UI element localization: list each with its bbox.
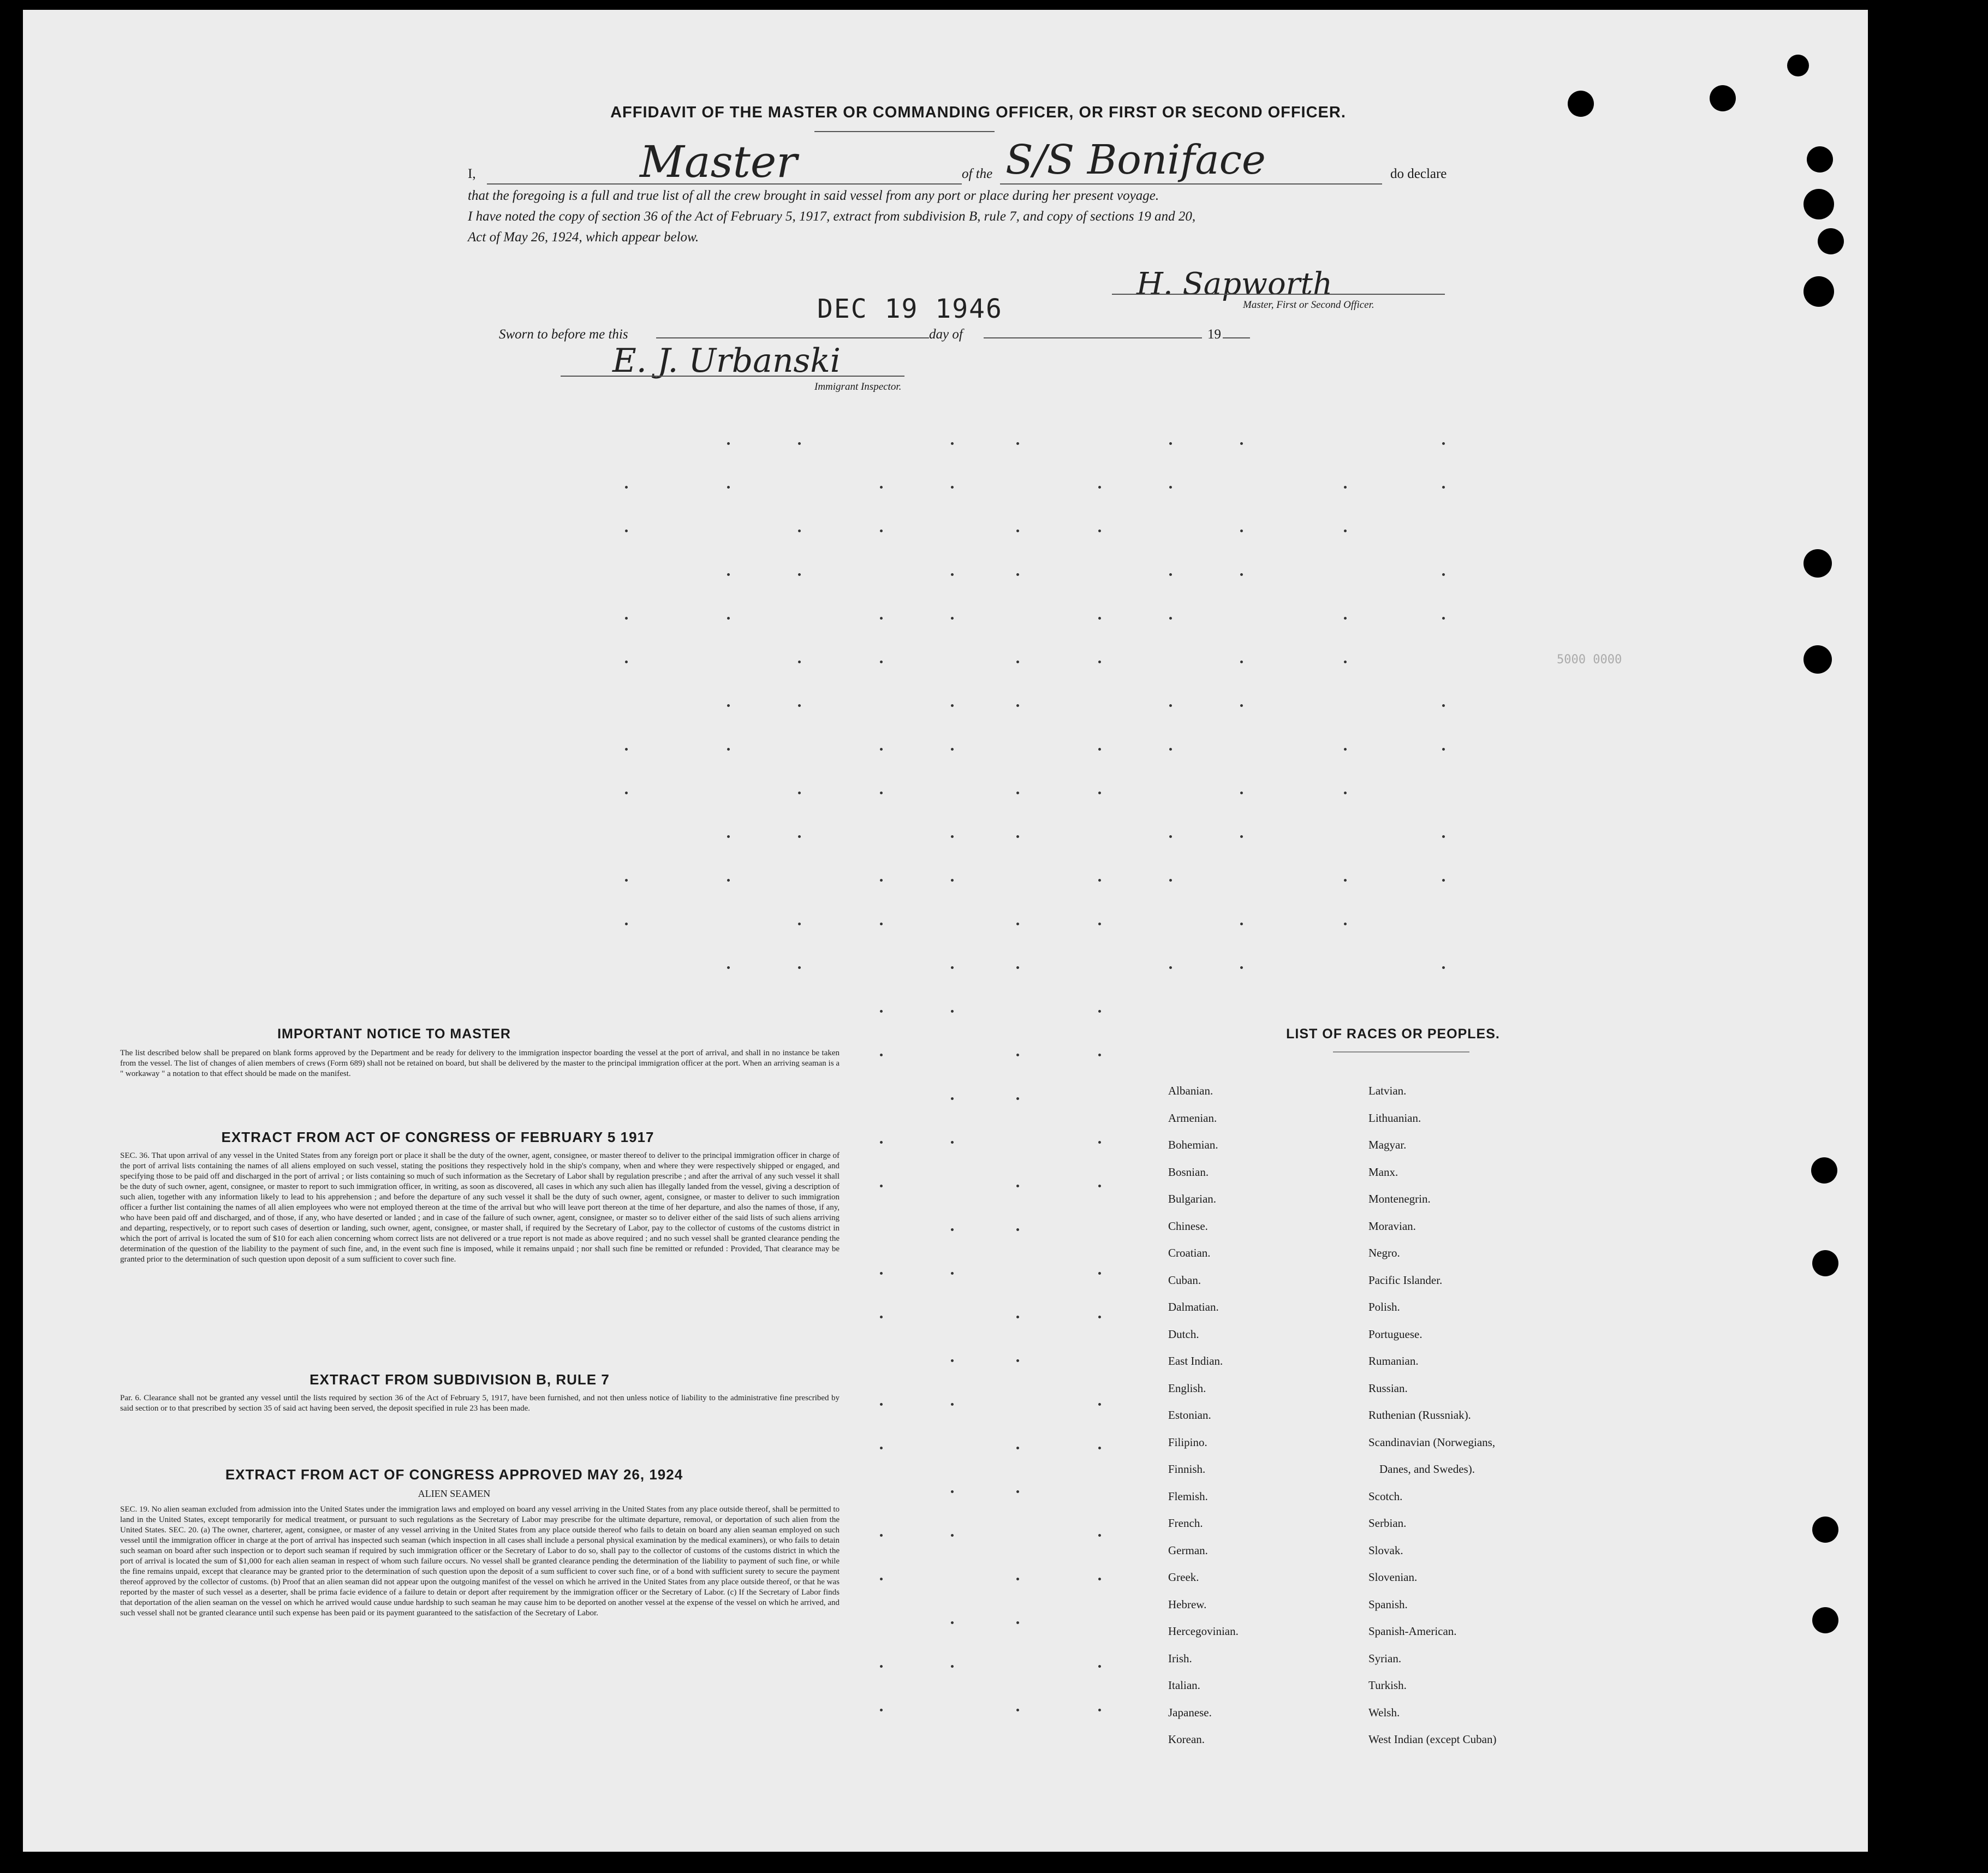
guide-dot	[798, 530, 801, 532]
guide-dot	[1016, 1709, 1019, 1711]
guide-dot	[798, 661, 801, 663]
punch-hole	[1811, 1157, 1837, 1184]
guide-dot	[951, 1621, 954, 1624]
race-item: Filipino.	[1168, 1435, 1207, 1449]
guide-dot	[1098, 1709, 1101, 1711]
guide-dot	[1442, 966, 1445, 969]
guide-dot	[1442, 835, 1445, 838]
guide-dot	[951, 1490, 954, 1493]
sworn-day-line	[656, 337, 929, 338]
guide-dot	[880, 1054, 883, 1056]
guide-dot	[1240, 966, 1243, 969]
inspector-signature: E. J. Urbanski	[612, 342, 841, 380]
race-item: Ruthenian (Russniak).	[1368, 1408, 1471, 1422]
guide-dot	[625, 879, 628, 882]
alien-seamen-subheading: ALIEN SEAMEN	[418, 1488, 491, 1499]
race-item: Lithuanian.	[1368, 1111, 1421, 1125]
guide-dot	[1169, 486, 1172, 489]
guide-dot	[1016, 1054, 1019, 1056]
race-item: Pacific Islander.	[1368, 1273, 1443, 1287]
guide-dot	[880, 792, 883, 794]
guide-dot	[1344, 486, 1347, 489]
guide-dot	[1098, 1534, 1101, 1537]
race-item: Russian.	[1368, 1381, 1408, 1395]
declaration-lead: I,	[468, 167, 476, 181]
guide-dot	[951, 1272, 954, 1275]
guide-dot	[1016, 835, 1019, 838]
guide-dot	[1442, 879, 1445, 882]
guide-dot	[880, 1316, 883, 1318]
guide-dot	[880, 1185, 883, 1187]
guide-dot	[880, 748, 883, 751]
race-item: Albanian.	[1168, 1084, 1213, 1097]
race-item: Greek.	[1168, 1571, 1199, 1584]
guide-dot	[1344, 748, 1347, 751]
guide-dot	[880, 879, 883, 882]
race-item: Estonian.	[1168, 1408, 1211, 1422]
races-column-1	[1168, 1078, 1239, 1753]
race-item: Slovenian.	[1368, 1571, 1418, 1584]
guide-dot	[1016, 530, 1019, 532]
race-item: Korean.	[1168, 1733, 1205, 1746]
race-item: Spanish-American.	[1368, 1625, 1457, 1638]
punch-hole	[1804, 645, 1832, 674]
race-item: Manx.	[1368, 1165, 1398, 1179]
race-item: Bosnian.	[1168, 1165, 1209, 1179]
race-item: Finnish.	[1168, 1462, 1206, 1476]
race-item: Cuban.	[1168, 1273, 1201, 1287]
extract-1924-body: SEC. 19. No alien seaman excluded from admission into the United States under the immigration laws and employed on board any vessel arriving in the United States from any place outside thereof, shall be permitted to land in the United States, except temporarily for medical treatment, or pursuant to such regulations as the Secretary of Labor may prescribe for the ultimate departure, removal, or deportation of such alien from the United States. SEC. 20. (a) The owner, charterer, agent, consignee, or master of any vessel arriving in the United States from any place outside thereof who fails to detain on board any alien seaman employed on such vessel until the immigration officer in charge at the port of arrival has inspected such seaman (which inspection in all cases shall include a personal physical examination by the medical examiners), or who fails to detain such seaman on board after such inspection or to deport such seaman if required by such immigration officer or the Secretary of Labor to do so, shall pay to the collector of customs of the customs district in which the port of arrival is located the sum of $1,000 for each alien seaman in respect of whom such failure occurs. No vessel shall be granted clearance pending the determination of the liability to payment of such fine, or while the fine remains unpaid, except that clearance may be granted prior to the determination of such question upon the deposit of a sum sufficient to cover such fine, or of a bond with sufficient surety to secure the payment thereof approved by the collector of customs. (b) Proof that an alien seaman did not appear upon the outgoing manifest of the vessel on which he arrived in the United States from any place outside thereof, or that he was reported by the master of such vessel as a deserter, shall be prima facie evidence of a failure to detain or deport after requirement by the immigration officer or the Secretary of Labor. (c) If the Secretary of Labor finds that deportation of the alien seaman on the vessel on which he arrived would cause undue hardship to such seaman he may cause him to be deported on another vessel at the expense of the vessel on which he arrived, and such vessel shall not be granted clearance until such expense has been paid or its payment guaranteed to the satisfaction of the Secretary of Labor.	[120, 1505, 840, 1618]
guide-dot	[1344, 792, 1347, 794]
guide-dot	[1016, 1316, 1019, 1318]
guide-dot	[880, 1272, 883, 1275]
guide-dot	[727, 966, 730, 969]
guide-dot	[625, 748, 628, 751]
guide-dot	[880, 486, 883, 489]
race-item: Danes, and Swedes).	[1379, 1462, 1475, 1476]
title-rule	[814, 131, 995, 132]
race-item: English.	[1168, 1381, 1206, 1395]
notice-body: The list described below shall be prepared on blank forms approved by the Department and be ready for delivery to the immigration inspector boarding the vessel at the port of arrival, and shall in no instance be taken from the vessel. The list of changes of alien members of crews (Form 689) shall not be retained on board, but shall be delivered by the master to the principal immigration officer at the port. When an arriving seaman is a " workaway " a notation to that effect should be made on the manifest.	[120, 1049, 840, 1078]
punch-hole	[1818, 228, 1844, 254]
guide-dot	[727, 486, 730, 489]
races-column-2	[1368, 1078, 1496, 1753]
guide-dot	[1442, 486, 1445, 489]
punch-hole	[1804, 276, 1834, 307]
guide-dot	[1098, 1272, 1101, 1275]
guide-dot	[951, 1228, 954, 1231]
guide-dot	[727, 573, 730, 576]
race-item: Portuguese.	[1368, 1327, 1422, 1341]
declaration-line-2: I have noted the copy of section 36 of the Act of February 5, 1917, extract from subdivision B, rule 7, and copy of sections 19 and 20,	[468, 209, 1196, 224]
guide-dot	[951, 879, 954, 882]
guide-dot	[1098, 1578, 1101, 1580]
guide-dot	[1344, 617, 1347, 620]
do-declare-text: do declare	[1390, 167, 1447, 181]
guide-dot	[1016, 792, 1019, 794]
race-item: Latvian.	[1368, 1084, 1407, 1097]
guide-dot	[1016, 573, 1019, 576]
guide-dot	[1098, 879, 1101, 882]
guide-dot	[880, 923, 883, 925]
guide-dot	[1098, 923, 1101, 925]
guide-dot	[880, 661, 883, 663]
guide-dot	[880, 1709, 883, 1711]
guide-dot	[1442, 617, 1445, 620]
guide-dot	[798, 923, 801, 925]
guide-dot	[880, 530, 883, 532]
guide-dot	[1344, 923, 1347, 925]
guide-dot	[951, 1097, 954, 1100]
guide-dot	[951, 1010, 954, 1013]
race-item: Irish.	[1168, 1651, 1192, 1665]
guide-dot	[951, 1403, 954, 1406]
race-item: Spanish.	[1368, 1597, 1408, 1611]
sworn-month-line	[984, 337, 1202, 338]
punch-hole	[1812, 1607, 1838, 1633]
race-item: Armenian.	[1168, 1111, 1217, 1125]
punch-hole	[1812, 1250, 1838, 1276]
guide-dot	[727, 748, 730, 751]
guide-dot	[1240, 530, 1243, 532]
guide-dot	[625, 486, 628, 489]
guide-dot	[625, 792, 628, 794]
guide-dot	[1240, 573, 1243, 576]
guide-dot	[1098, 748, 1101, 751]
guide-dot	[951, 573, 954, 576]
guide-dot	[1169, 442, 1172, 445]
race-item: German.	[1168, 1543, 1208, 1557]
race-item: Dalmatian.	[1168, 1300, 1219, 1313]
document-page	[23, 10, 1868, 1852]
race-item: Magyar.	[1368, 1138, 1407, 1151]
guide-dot	[798, 835, 801, 838]
race-item: Croatian.	[1168, 1246, 1211, 1259]
guide-dot	[1016, 1097, 1019, 1100]
race-item: Bulgarian.	[1168, 1192, 1217, 1205]
race-item: Slovak.	[1368, 1543, 1403, 1557]
guide-dot	[1098, 792, 1101, 794]
guide-dot	[1442, 573, 1445, 576]
guide-dot	[1016, 1490, 1019, 1493]
guide-dot	[880, 1141, 883, 1144]
race-item: French.	[1168, 1517, 1203, 1530]
guide-dot	[798, 442, 801, 445]
guide-dot	[1016, 1578, 1019, 1580]
race-item: Moravian.	[1368, 1219, 1416, 1233]
guide-dot	[951, 748, 954, 751]
race-item: Syrian.	[1368, 1651, 1402, 1665]
race-item: Dutch.	[1168, 1327, 1199, 1341]
guide-dot	[1016, 966, 1019, 969]
guide-dot	[951, 486, 954, 489]
guide-dot	[1098, 1054, 1101, 1056]
rule7-body: Par. 6. Clearance shall not be granted any vessel until the lists required by section 36 of the Act of February 5, 1917, have been furnished, and not then unless notice of liability to the administrative fine prescribed by said section or to that prescribed by section 35 of said act having been served, the deposit specified in rule 23 has been made.	[120, 1394, 840, 1413]
race-item: Scotch.	[1368, 1489, 1403, 1503]
guide-dot	[951, 704, 954, 707]
sworn-year-line	[1223, 337, 1250, 338]
guide-dot	[1098, 661, 1101, 663]
guide-dot	[880, 1403, 883, 1406]
guide-dot	[1240, 835, 1243, 838]
guide-dot	[951, 1534, 954, 1537]
guide-dot	[1016, 661, 1019, 663]
guide-dot	[1098, 486, 1101, 489]
guide-dot	[727, 617, 730, 620]
guide-dot	[880, 1665, 883, 1668]
guide-dot	[1016, 923, 1019, 925]
guide-dot	[1169, 748, 1172, 751]
extract-1917-body: SEC. 36. That upon arrival of any vessel in the United States from any foreign port or place it shall be the duty of the owner, agent, consignee, or master thereof to deliver to the principal immigration officer in charge of the port of arrival lists containing the names of all aliens employed on such vessel, stating the positions they respectively hold in the ship's company, when and where they were respectively shipped or engaged, and specifying those to be paid off and discharged in the port of arrival ; or lists containing so much of such information as the Secretary of Labor shall by regulation prescribe ; and after the arrival of any such vessel it shall be the duty of such owner, agent, consignee, or master to report to such immigration officer, in writing, as soon as discovered, all cases in which any such alien has illegally landed from the vessel, giving a description of such alien, together with any information likely to lead to his apprehension ; and before the departure of any such vessel it shall be the duty of such owner, agent, consignee, or master to deliver to such immigration officer a further list containing the names of all alien employees who were not employed thereon at the time of the arrival but who will leave port thereon at the time of her departure, and also the names of those, if any, who have been paid off and discharged, and of those, if any, who have deserted or landed ; and in case of the failure of such owner, agent, consignee, or master so to deliver either of the said lists of such aliens arriving and departing, respectively, or to report such cases of desertion or landing, such owner, agent, consignee, or master shall, if required by the Secretary of Labor, pay to the collector of customs of the customs district in which the port of arrival is located the sum of $10 for each alien concerning whom correct lists are not delivered or a true report is not made as above required ; and no such vessel shall be granted clearance pending the determination of the question of the liability to the payment of such fine, and, in the event such fine is imposed, while it remains unpaid ; nor shall such fine be remitted or refunded : Provided, That clearance may be granted prior to the determination of such question upon deposit of a sum sufficient to cover such fine.	[120, 1151, 840, 1264]
guide-dot	[951, 442, 954, 445]
guide-dot	[880, 1010, 883, 1013]
guide-dot	[1344, 530, 1347, 532]
day-of-text: day of	[929, 327, 963, 342]
guide-dot	[1098, 617, 1101, 620]
guide-dot	[798, 704, 801, 707]
race-item: Hebrew.	[1168, 1597, 1207, 1611]
guide-dot	[1344, 879, 1347, 882]
guide-dot	[951, 1665, 954, 1668]
guide-dot	[625, 530, 628, 532]
race-item: Polish.	[1368, 1300, 1400, 1313]
guide-dot	[1016, 1447, 1019, 1449]
guide-dot	[1016, 1185, 1019, 1187]
race-item: Hercegovinian.	[1168, 1625, 1239, 1638]
punch-hole	[1710, 85, 1736, 111]
punch-hole	[1804, 549, 1832, 578]
declaration-line-3: Act of May 26, 1924, which appear below.	[468, 230, 699, 245]
guide-dot	[1240, 792, 1243, 794]
guide-dot	[1098, 1316, 1101, 1318]
race-item: Chinese.	[1168, 1219, 1208, 1233]
race-item: Japanese.	[1168, 1705, 1212, 1719]
races-rule	[1333, 1051, 1469, 1053]
guide-dot	[1016, 1359, 1019, 1362]
guide-dot	[1016, 1228, 1019, 1231]
race-item: West Indian (except Cuban)	[1368, 1733, 1497, 1746]
race-item: Rumanian.	[1368, 1354, 1419, 1367]
guide-dot	[880, 1578, 883, 1580]
race-item: East Indian.	[1168, 1354, 1223, 1367]
date-stamp: DEC 19 1946	[817, 294, 1003, 324]
guide-dot	[1098, 1185, 1101, 1187]
punch-hole	[1812, 1517, 1838, 1543]
guide-dot	[727, 442, 730, 445]
guide-dot	[951, 1141, 954, 1144]
guide-dot	[1016, 704, 1019, 707]
guide-dot	[1240, 661, 1243, 663]
guide-dot	[1098, 1665, 1101, 1668]
guide-dot	[727, 704, 730, 707]
guide-dot	[1169, 617, 1172, 620]
vessel-line	[1000, 183, 1382, 185]
guide-dot	[1016, 442, 1019, 445]
guide-dot	[727, 879, 730, 882]
guide-dot	[1442, 704, 1445, 707]
race-item: Italian.	[1168, 1679, 1200, 1692]
notice-heading: IMPORTANT NOTICE TO MASTER	[277, 1026, 511, 1042]
guide-dot	[1169, 879, 1172, 882]
guide-dot	[1098, 1010, 1101, 1013]
guide-dot	[798, 966, 801, 969]
extract-1924-heading: EXTRACT FROM ACT OF CONGRESS APPROVED MAY 26, 1924	[225, 1466, 683, 1483]
master-handwriting: Master	[640, 136, 797, 187]
guide-dot	[1240, 442, 1243, 445]
race-item: Turkish.	[1368, 1679, 1407, 1692]
guide-dot	[727, 835, 730, 838]
guide-dot	[1098, 530, 1101, 532]
guide-dot	[798, 792, 801, 794]
guide-dot	[1169, 835, 1172, 838]
guide-dot	[625, 923, 628, 925]
guide-dot	[951, 1359, 954, 1362]
vessel-handwriting: S/S Boniface	[1005, 136, 1266, 183]
guide-dot	[625, 617, 628, 620]
affidavit-title: AFFIDAVIT OF THE MASTER OR COMMANDING OFFICER, OR FIRST OR SECOND OFFICER.	[610, 104, 1346, 121]
guide-dot	[880, 617, 883, 620]
extract-1917-heading: EXTRACT FROM ACT OF CONGRESS OF FEBRUARY 5 1917	[221, 1129, 654, 1145]
declaration-line-1: that the foregoing is a full and true list of all the crew brought in said vessel from any port or place during her present voyage.	[468, 188, 1159, 203]
punch-hole	[1807, 146, 1833, 173]
guide-dot	[1098, 1403, 1101, 1406]
guide-dot	[951, 966, 954, 969]
race-item: Scandinavian (Norwegians,	[1368, 1435, 1496, 1449]
punch-hole	[1804, 189, 1834, 219]
guide-dot	[951, 617, 954, 620]
guide-dot	[1442, 442, 1445, 445]
races-heading: LIST OF RACES OR PEOPLES.	[1286, 1026, 1500, 1042]
punch-hole	[1787, 55, 1809, 76]
race-item: Serbian.	[1368, 1517, 1407, 1530]
inspector-caption: Immigrant Inspector.	[814, 381, 902, 393]
year-text: 19	[1207, 327, 1221, 342]
race-item: Flemish.	[1168, 1489, 1208, 1503]
signature-caption: Master, First or Second Officer.	[1243, 299, 1374, 311]
sworn-text: Sworn to before me this	[499, 327, 628, 342]
guide-dot	[1240, 923, 1243, 925]
bleed-through-text: 5000 0000	[1557, 653, 1622, 667]
guide-dot	[625, 661, 628, 663]
guide-dot	[1098, 1447, 1101, 1449]
guide-dot	[1169, 966, 1172, 969]
guide-dot	[1240, 704, 1243, 707]
guide-dot	[1442, 748, 1445, 751]
master-signature: H. Sapworth	[1136, 266, 1333, 302]
guide-dot	[880, 1447, 883, 1449]
rule7-heading: EXTRACT FROM SUBDIVISION B, RULE 7	[309, 1371, 610, 1388]
guide-dot	[798, 573, 801, 576]
guide-dot	[1016, 1621, 1019, 1624]
race-item: Montenegrin.	[1368, 1192, 1431, 1205]
guide-dot	[1344, 661, 1347, 663]
race-item: Negro.	[1368, 1246, 1400, 1259]
guide-dot	[951, 835, 954, 838]
punch-hole	[1568, 91, 1594, 117]
of-the-text: of the	[962, 167, 993, 181]
race-item: Welsh.	[1368, 1705, 1400, 1719]
guide-dot	[1169, 573, 1172, 576]
race-item: Bohemian.	[1168, 1138, 1218, 1151]
guide-dot	[1169, 704, 1172, 707]
guide-dot	[880, 1534, 883, 1537]
guide-dot	[1098, 1141, 1101, 1144]
